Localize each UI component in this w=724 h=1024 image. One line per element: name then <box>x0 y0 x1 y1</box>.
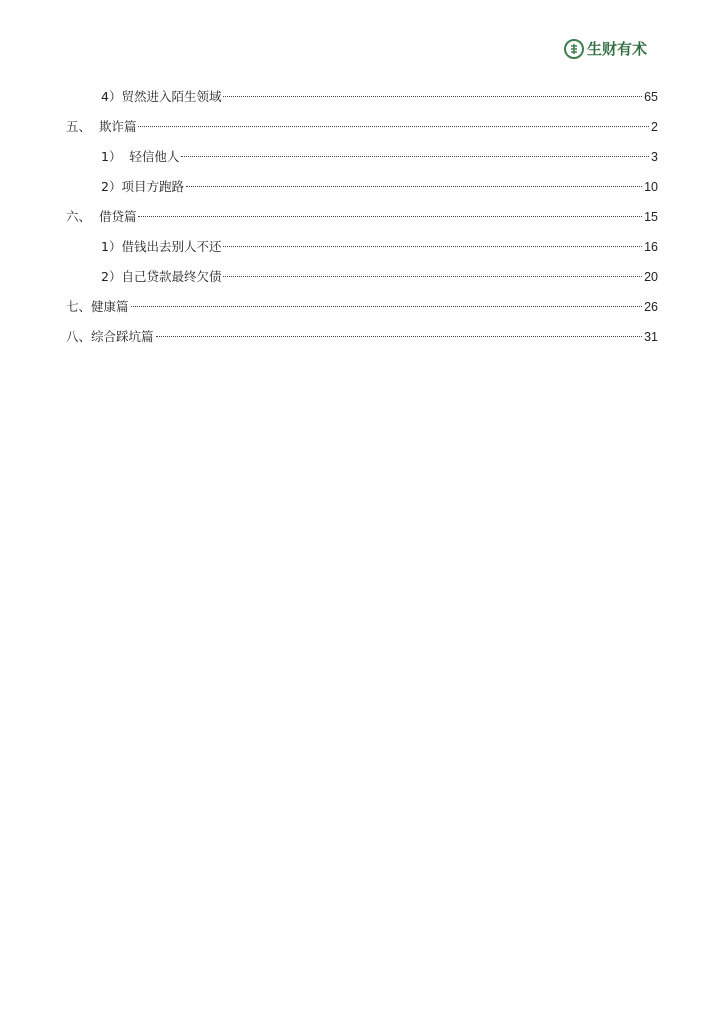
toc-entry-label: 五、 欺诈篇 <box>66 119 137 134</box>
logo-glyph-icon <box>568 43 580 55</box>
toc-entry-label: 2）自己贷款最终欠债 <box>101 269 222 284</box>
toc-entry[interactable] <box>101 88 658 106</box>
toc-entry[interactable] <box>66 328 658 346</box>
toc-entry[interactable] <box>101 238 658 256</box>
toc-leader-dots <box>138 126 649 127</box>
toc-entry[interactable] <box>66 298 658 316</box>
toc-entry[interactable] <box>101 178 658 196</box>
toc-leader-dots <box>131 306 643 307</box>
toc-entry-page: 65 <box>644 90 658 104</box>
logo-icon <box>564 39 584 59</box>
toc-entry-page: 26 <box>644 300 658 314</box>
toc-entry[interactable] <box>101 148 658 166</box>
toc-entry-page: 20 <box>644 270 658 284</box>
logo-text: 生财有术 <box>587 40 648 58</box>
toc-leader-dots <box>223 246 642 247</box>
brand-logo <box>564 38 647 59</box>
toc-entry-page: 15 <box>644 210 658 224</box>
toc-entry-page: 2 <box>651 120 658 134</box>
toc-entry[interactable] <box>101 268 658 286</box>
toc-entry-label: 2）项目方跑路 <box>101 179 184 194</box>
toc-entry-label: 4）贸然进入陌生领域 <box>101 89 222 104</box>
toc-entry-label: 六、 借贷篇 <box>66 209 137 224</box>
toc-entry-page: 3 <box>651 150 658 164</box>
toc-entry-page: 16 <box>644 240 658 254</box>
toc-entry[interactable] <box>66 118 658 136</box>
toc-leader-dots <box>181 156 649 157</box>
toc-leader-dots <box>223 96 642 97</box>
toc-entry-page: 10 <box>644 180 658 194</box>
toc-entry-label: 八、综合踩坑篇 <box>66 329 154 344</box>
toc-entry-label: 七、健康篇 <box>66 299 129 314</box>
toc-leader-dots <box>138 216 642 217</box>
toc-entry-label: 1）借钱出去别人不还 <box>101 239 222 254</box>
toc-entry[interactable] <box>66 208 658 226</box>
toc-entry-label: 1） 轻信他人 <box>101 149 180 164</box>
toc-entry-page: 31 <box>644 330 658 344</box>
toc-leader-dots <box>223 276 642 277</box>
toc-leader-dots <box>156 336 643 337</box>
toc-leader-dots <box>186 186 642 187</box>
